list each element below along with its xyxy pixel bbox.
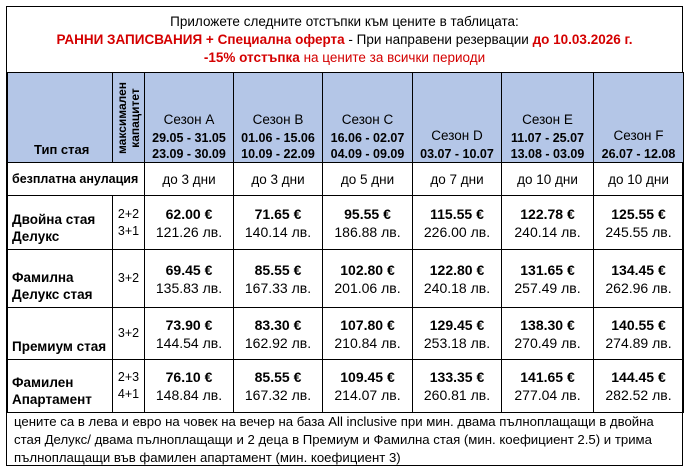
price-cell: 122.80 € 240.18 лв.: [413, 250, 502, 308]
cancellation-cell: до 10 дни: [502, 163, 594, 196]
price-cell: 141.65 € 277.04 лв.: [502, 360, 594, 413]
capacity-header: максимален капацитет: [113, 73, 145, 163]
season-c-header: Сезон C 16.06 - 02.07 04.09 - 09.09: [323, 73, 413, 163]
price-cell: 73.90 € 144.54 лв.: [145, 308, 234, 360]
pricing-note: цените са в лева и евро на човек на вечер на база All inclusive при мин. двама пълноплащащи в двойна стая Делукс/ двама пълноплащащи и 2 деца в Премиум и Фамилна стая (мин. коефициент 2.5) и трима пълноплащащи във фамилен апартамент (мин. коефициент 3): [14, 414, 654, 465]
price-cell: 69.45 € 135.83 лв.: [145, 250, 234, 308]
cancellation-cell: до 5 дни: [323, 163, 413, 196]
header-line-1: Приложете следните отстъпки към цените в таблицата:: [170, 14, 519, 29]
price-cell: 95.55 € 186.88 лв.: [323, 196, 413, 250]
price-cell: 140.55 € 274.89 лв.: [594, 308, 684, 360]
early-booking-deadline: до 10.03.2026 г.: [532, 32, 633, 47]
room-name: Премиум стая: [8, 308, 113, 360]
table-row: [8, 308, 684, 360]
price-cell: 115.55 € 226.00 лв.: [413, 196, 502, 250]
price-cell: 71.65 € 140.14 лв.: [234, 196, 323, 250]
price-cell: 109.45 € 214.07 лв.: [323, 360, 413, 413]
season-d-header: Сезон D 03.07 - 10.07: [413, 73, 502, 163]
season-f-header: Сезон F 26.07 - 12.08: [594, 73, 684, 163]
price-cell: 138.30 € 270.49 лв.: [502, 308, 594, 360]
room-type-header: Тип стая: [8, 73, 113, 163]
table-row: [8, 250, 684, 308]
price-cell: 85.55 € 167.32 лв.: [234, 360, 323, 413]
price-cell: 83.30 € 162.92 лв.: [234, 308, 323, 360]
header-line-2: [7, 31, 682, 49]
price-cell: 62.00 € 121.26 лв.: [145, 196, 234, 250]
price-cell: 133.35 € 260.81 лв.: [413, 360, 502, 413]
cancellation-row: [8, 163, 684, 196]
price-cell: 131.65 € 257.49 лв.: [502, 250, 594, 308]
cancellation-cell: до 7 дни: [413, 163, 502, 196]
cancellation-label: безплатна анулация: [8, 163, 145, 196]
season-e-header: Сезон E 11.07 - 25.07 13.08 - 03.09: [502, 73, 594, 163]
price-table: [7, 72, 684, 413]
room-capacity: 2+3 4+1: [113, 360, 145, 413]
room-name: Фамилна Делукс стая: [8, 250, 113, 308]
header-line-3-rest: на цените за всички периоди: [299, 50, 486, 65]
early-booking-label: РАННИ ЗАПИСВАНИЯ + Специална оферта: [56, 32, 345, 47]
room-capacity: 3+2: [113, 308, 145, 360]
price-cell: 76.10 € 148.84 лв.: [145, 360, 234, 413]
price-cell: 107.80 € 210.84 лв.: [323, 308, 413, 360]
season-b-header: Сезон B 01.06 - 15.06 10.09 - 22.09: [234, 73, 323, 163]
cancellation-cell: до 10 дни: [594, 163, 684, 196]
price-cell: 102.80 € 201.06 лв.: [323, 250, 413, 308]
price-cell: 85.55 € 167.33 лв.: [234, 250, 323, 308]
header-line-3: [7, 49, 682, 67]
price-cell: 122.78 € 240.14 лв.: [502, 196, 594, 250]
cancellation-cell: до 3 дни: [234, 163, 323, 196]
room-capacity: 2+2 3+1: [113, 196, 145, 250]
cancellation-cell: до 3 дни: [145, 163, 234, 196]
discount-header: [7, 7, 682, 72]
price-table-frame: [6, 6, 683, 466]
room-name: Фамилен Апартамент: [8, 360, 113, 413]
discount-percent: -15% отстъпка: [203, 50, 300, 65]
room-capacity: 3+2: [113, 250, 145, 308]
season-header-row: [8, 73, 684, 163]
price-cell: 144.45 € 282.52 лв.: [594, 360, 684, 413]
price-cell: 134.45 € 262.96 лв.: [594, 250, 684, 308]
table-row: [8, 196, 684, 250]
price-cell: 125.55 € 245.55 лв.: [594, 196, 684, 250]
room-name: Двойна стая Делукс: [8, 196, 113, 250]
season-a-header: Сезон A 29.05 - 31.05 23.09 - 30.09: [145, 73, 234, 163]
header-line-2-mid: - При направени резервации: [344, 32, 533, 47]
table-row: [8, 360, 684, 413]
price-cell: 129.45 € 253.18 лв.: [413, 308, 502, 360]
